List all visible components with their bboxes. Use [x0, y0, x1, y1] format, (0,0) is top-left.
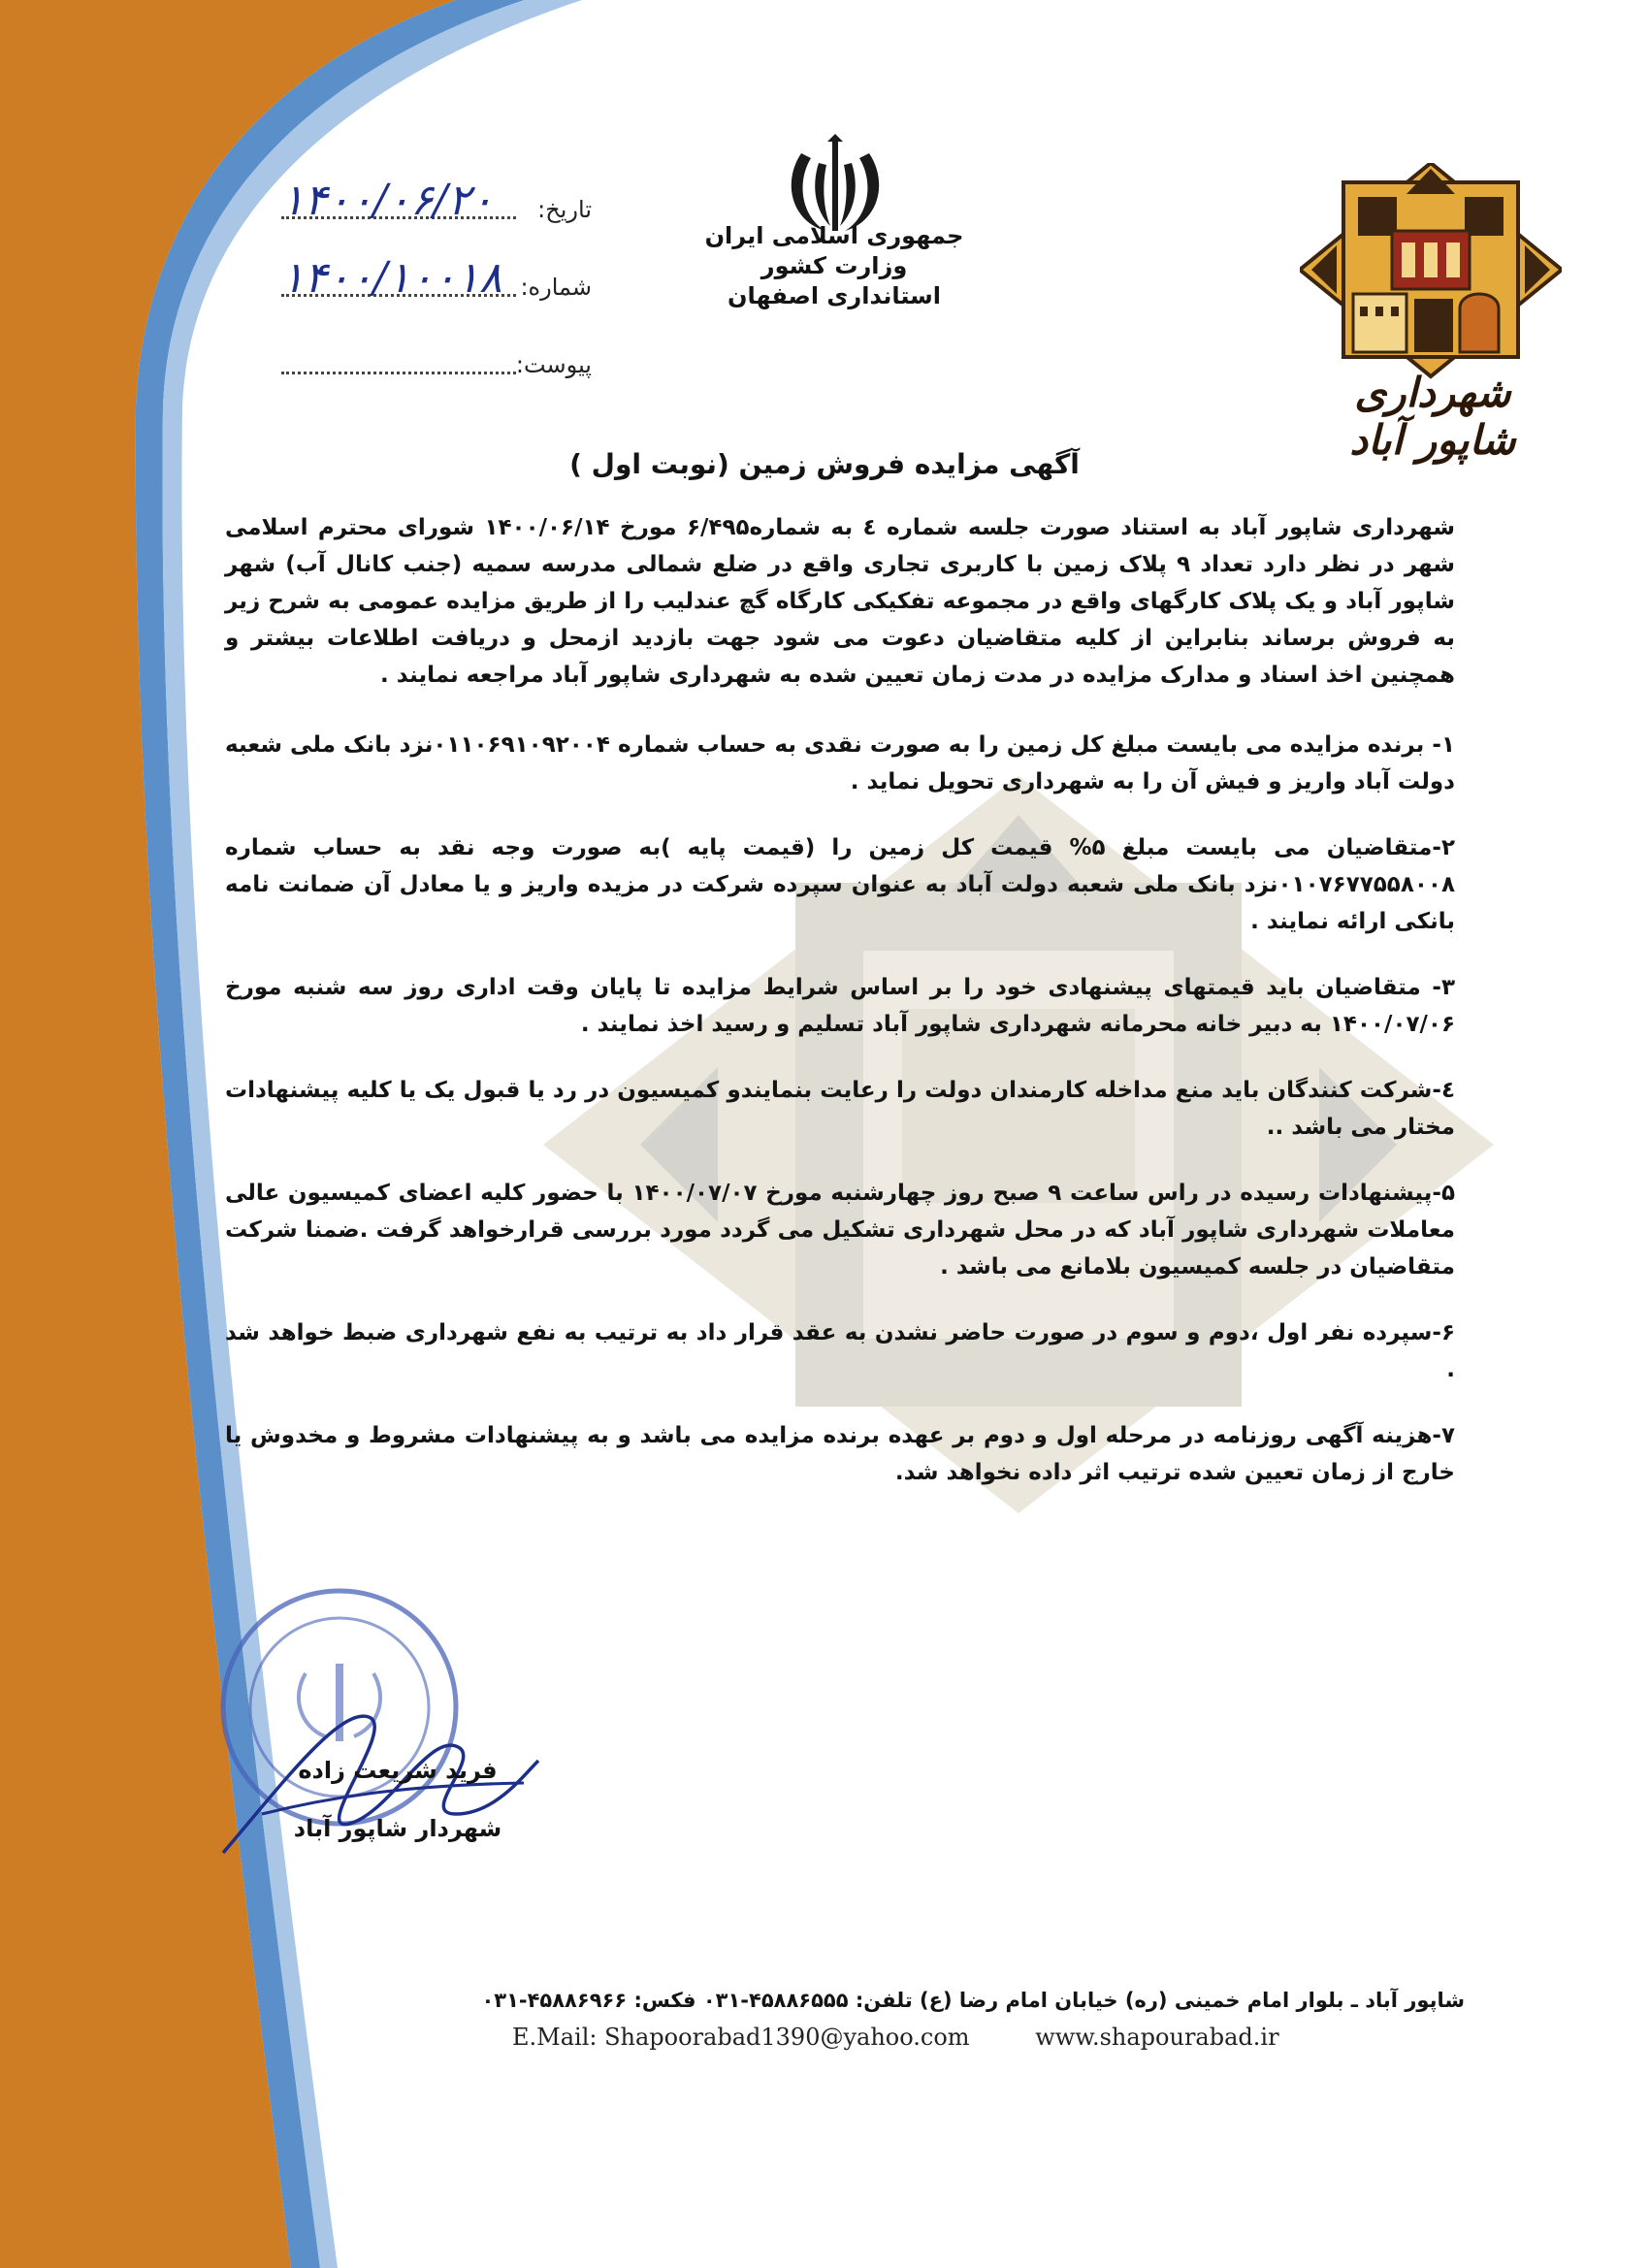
- gov-line-country: جمهوری اسلامی ایران: [704, 222, 964, 249]
- attachment-dotted-line: [281, 372, 516, 374]
- footer-email: E.Mail: Shapoorabad1390@yahoo.com: [512, 2024, 970, 2051]
- condition-item: ۳- متقاضیان باید قیمتهای پیشنهادی خود را بر اساس شرایط مزایده تا پایان وقت اداری روز سه شنبه مورخ ۱۴۰۰/۰۷/۰۶ به دبیر خانه محرمانه شهرداری شاپور آباد تسلیم و رسید اخذ نمایند .: [225, 975, 1455, 1037]
- government-heading: [679, 221, 989, 311]
- condition-item: ۷-هزینه آگهی روزنامه در مرحله اول و دوم بر عهده برنده مزایده می باشد و به پیشنهادات مشروط و مخدوش یا خارج از زمان تعیین شده ترتیب اثر داده نخواهد شد.: [225, 1423, 1455, 1485]
- footer-web-contact: [369, 2024, 1465, 2051]
- date-field: [281, 176, 601, 231]
- gov-line-province: استانداری اصفهان: [728, 282, 941, 309]
- date-handwritten: ۱۴۰۰/۰۶/۲۰: [281, 176, 494, 225]
- date-label: تاریخ:: [537, 196, 592, 223]
- gov-line-ministry: وزارت کشور: [760, 252, 908, 279]
- attachment-field: [281, 338, 601, 386]
- footer: [369, 1989, 1465, 2051]
- attachment-label: پیوست:: [515, 351, 592, 378]
- signatory-name: فرید شریعت زاده: [298, 1757, 498, 1784]
- signatory-title: شهردار شاپور آباد: [293, 1815, 502, 1842]
- signatory-block: [291, 1741, 504, 1858]
- notice-title: آگهی مزایده فروش زمین (نوبت اول ): [569, 448, 1080, 480]
- municipality-logo-text: شهرداری شاپور آباد: [1349, 369, 1516, 464]
- condition-item: ٤-شرکت کنندگان باید منع مداخله کارمندان دولت را رعایت بنمایندو کمیسیون در رد یا قبول یک یا کلیه پیشنهادات مختار می باشد ..: [225, 1078, 1455, 1140]
- footer-website: www.shapourabad.ir: [1035, 2024, 1279, 2051]
- condition-item: ۶-سپرده نفر اول ،دوم و سوم در صورت حاضر نشدن به عقد قرار داد به ترتیب به نفع شهرداری ضبط خواهد شد .: [225, 1320, 1455, 1382]
- footer-address-contact: شاپور آباد ـ بلوار امام خمینی (ره) خیابان امام رضا (ع) تلفن: ۴۵۸۸۶۵۵۵-۰۳۱ فکس: ۴۵۸۸۶۹۶۶-۰۳۱: [481, 1989, 1465, 2012]
- number-field: [281, 253, 601, 308]
- condition-item: ۱- برنده مزایده می بایست مبلغ کل زمین را به صورت نقدی به حساب شماره ۰۱۱۰۶۹۱۰۹۲۰۰۴نزد بانک ملی شعبه دولت آباد واریز و فیش آن را به شهرداری تحویل نماید .: [225, 732, 1455, 794]
- notice-body: [225, 509, 1455, 1520]
- number-label: شماره:: [520, 274, 592, 301]
- number-handwritten: ۱۴۰۰/۱۰۰۱۸: [281, 253, 502, 303]
- intro-paragraph: شهرداری شاپور آباد به استناد صورت جلسه شماره ٤ به شماره۶/۴۹۵ مورخ ۱۴۰۰/۰۶/۱۴ شورای محترم اسلامی شهر در نظر دارد تعداد ۹ پلاک زمین با کاربری تجاری واقع در ضلع شمالی مدرسه سمیه (جنب کانال آب) شهر شاپور آباد و یک پلاک کارگهای واقع در مجموعه تفکیکی کارگاه گچ عندلیب را از طریق مزایده عمومی به شرح زیر به فروش برساند بنابراین از کلیه متقاضیان دعوت می شود جهت بازدید ازمحل و دریافت اطلاعات بیشتر و همچنین اخذ اسناد و مدارک مزایده در مدت زمان تعیین شده به شهرداری شاپور آباد مراجعه نمایند .: [225, 515, 1456, 688]
- condition-item: ۲-متقاضیان می بایست مبلغ ۵% قیمت کل زمین را (قیمت پایه )به صورت وجه نقد به حساب شماره ۰۱۰۷۶۷۷۵۵۸۰۰۸نزد بانک ملی شعبه دولت آباد به عنوان سپرده شرکت در مزیده واریز و یا معادل آن ضمانت نامه بانکی ارائه نمایند .: [225, 835, 1455, 934]
- condition-item: ۵-پیشنهادات رسیده در راس ساعت ۹ صبح روز چهارشنبه مورخ ۱۴۰۰/۰۷/۰۷ با حضور کلیه اعضای کمیسیون عالی معاملات شهرداری شاپور آباد که در محل شهرداری تشکیل می گردد مورد بررسی قرارخواهد گرفت .ضمنا شرکت متقاضیان در جلسه کمیسیون بلامانع می باشد .: [225, 1181, 1455, 1280]
